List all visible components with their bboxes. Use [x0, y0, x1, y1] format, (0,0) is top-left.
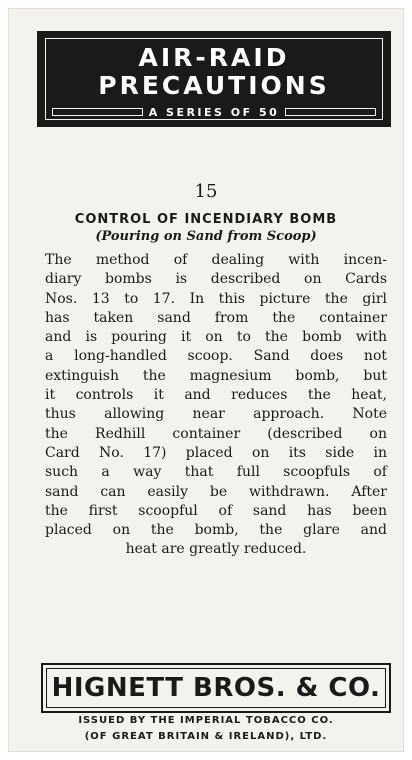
issuer-line1: ISSUED BY THE IMPERIAL TOBACCO CO.	[78, 715, 334, 726]
description-line: Card No. 17) placed on its side in	[45, 444, 387, 461]
maker-panel	[41, 663, 391, 713]
description-line: The method of dealing with incen-	[45, 252, 387, 268]
description-line: Nos. 13 to 17. In this picture the girl	[45, 290, 387, 307]
maker-name: HIGNETT BROS. & CO.	[51, 673, 381, 703]
series-title-line1: AIR-RAID	[138, 43, 290, 72]
description-line: such a way that full scoopfuls of	[45, 464, 387, 481]
description-line: and is pouring it on to the bomb with	[45, 329, 387, 346]
series-header-panel	[37, 31, 391, 127]
description-line: heat are greatly reduced.	[125, 541, 307, 558]
series-left-bar	[52, 108, 143, 116]
card-title: CONTROL OF INCENDIARY BOMB	[74, 212, 338, 227]
series-count-label: A SERIES OF 50	[148, 105, 280, 119]
description-line: sand can easily be withdrawn. After	[45, 483, 387, 500]
issuer-line2: (OF GREAT BRITAIN & IRELAND), LTD.	[84, 731, 328, 742]
series-header-border	[45, 38, 383, 120]
series-count-row	[46, 103, 382, 121]
card-description	[45, 251, 387, 560]
description-line: placed on the bomb, the glare and	[45, 522, 387, 539]
description-line: a long-handled scoop. Sand does not	[45, 348, 387, 365]
description-line: the first scoopful of sand has been	[45, 502, 387, 519]
card-subtitle: (Pouring on Sand from Scoop)	[95, 229, 317, 244]
series-right-bar	[285, 108, 376, 116]
description-line: diary bombs is described on Cards	[45, 271, 387, 288]
card-number: 15	[194, 181, 218, 202]
description-line: the Redhill container (described on	[45, 425, 387, 442]
description-line: thus allowing near approach. Note	[45, 406, 387, 423]
series-title-line2: PRECAUTIONS	[98, 71, 330, 100]
description-line: extinguish the magnesium bomb, but	[45, 367, 387, 384]
description-line: has taken sand from the container	[45, 309, 387, 326]
maker-panel-border	[46, 668, 386, 708]
description-line: it controls it and reduces the heat,	[45, 387, 387, 404]
cigarette-card	[9, 9, 403, 751]
